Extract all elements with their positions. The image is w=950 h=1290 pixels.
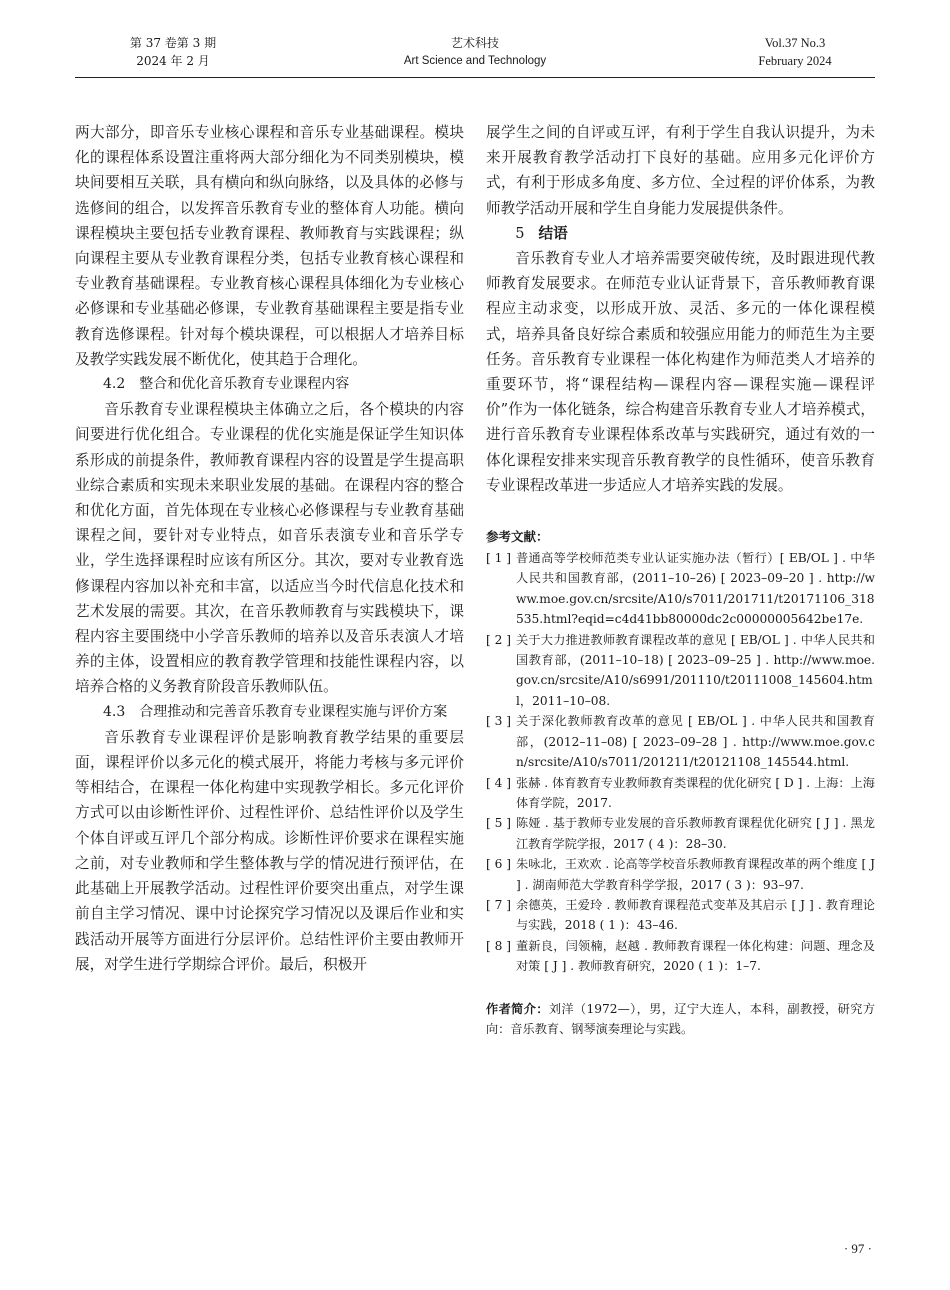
conclusion-paragraph: 音乐教育专业人才培养需要突破传统，及时跟进现代教师教育发展要求。在师范专业认证背景下，音乐教师教育课程应主动求变，以形成开放、灵活、多元的一体化课程模式，培养具备良好综合素质和较强应用能力的师范生为主要任务。音乐教育专业课程一体化构建作为师范类人才培养的重要环节，将“课程结构—课程内容—课程实施—课程评价”作为一体化链条，综合构建音乐教育专业人才培养模式，进行音乐教育专业课程体系改革与实践研究，通过有效的一体化课程安排来实现音乐教育教学的良性循环，使音乐教育专业课程改革进一步适应人才培养实践的发展。 (486, 250, 875, 494)
section-number: 5 (515, 224, 525, 242)
body-paragraph: 音乐教育专业课程评价是影响教育教学结果的重要层面，课程评价以多元化的模式展开，将能力考核与多元评价等相结合，在课程一体化构建中实现教学相长。多元化评价方式可以由诊断性评价、过程性评价、总结性评价以及学生个体自评或互评几个部分构成。诊断性评价要求在课程实施之前，对专业教师和学生整体教与学的情况进行预评估，在此基础上开展教学活动。过程性评价要突出重点，对学生课前自主学习情况、课中讨论探究学习情况以及课后作业和实践活动开展等方面进行分层评价。总结性评价主要由教师开展，对学生进行学期综合评价。最后，积极开 (75, 728, 464, 973)
header-center (325, 34, 625, 70)
author-note (486, 999, 875, 1040)
section-title: 结语 (538, 224, 568, 242)
body-paragraph: 两大部分，即音乐专业核心课程和音乐专业基础课程。模块化的课程体系设置注重将两大部分细化为不同类别模块，模块间要相互关联，具有横向和纵向脉络，以及具体的必修与选修间的组合，以发挥音乐教育专业的整体育人功能。横向课程模块主要包括专业教育课程、教师教育与实践课程；纵向课程主要从专业教育课程分类，包括专业教育核心课程和专业教育基础课程。专业教育核心课程具体细化为专业核心必修课和专业基础必修课，专业教育基础课程主要是指专业教育选修课程。针对每个模块课程，可以根据人才培养目标及教学实践发展不断优化，使其趋于合理化。 (75, 124, 464, 368)
reference-item (486, 773, 875, 814)
reference-item (486, 711, 875, 772)
journal-title-en: Art Science and Technology (403, 55, 547, 67)
reference-item (486, 813, 875, 854)
reference-text: 陈娅 . 基于教师专业发展的音乐教师教育课程优化研究 [ J ] . 黑龙江教育学院学报，2017 ( 4 )：28–30. (516, 816, 875, 851)
reference-item (486, 630, 875, 712)
reference-text: 张赫 . 体育教育专业教师教育类课程的优化研究 [ D ] . 上海：上海体育学院，2017. (516, 775, 875, 810)
reference-number: [ 1 ] (486, 551, 512, 566)
reference-text: 关于大力推进教师教育课程改革的意见 [ EB/OL ] . 中华人民共和国教育部，(2011–10–18) [ 2023–09–25 ] . http://www.moe.gov.cn/srcsite/A10/s6991/201110/t20111008_145604.html，2011–10–08. (516, 632, 875, 708)
reference-item (486, 895, 875, 936)
reference-number: [ 6 ] (486, 857, 512, 872)
reference-text: 余德英，王爱玲 . 教师教育课程范式变革及其启示 [ J ] . 教育理论与实践，2018 ( 1 )：43–46. (516, 897, 875, 933)
reference-text: 董新良，闫领楠，赵越 . 教师教育课程一体化构建：问题、理念及对策 [ J ] . 教师教育研究，2020 ( 1 )：1–7. (516, 938, 875, 974)
references-title: 参考文献： (486, 530, 549, 545)
reference-item (486, 936, 875, 977)
reference-number: [ 7 ] (486, 897, 512, 912)
author-note-text: 刘洋（1972—），男，辽宁大连人，本科，副教授，研究方向：音乐教育、钢琴演奏理论与实践。 (486, 1001, 876, 1036)
reference-text: 普通高等学校师范类专业认证实施办法（暂行）[ EB/OL ] . 中华人民共和国教育部，(2011–10–26) [ 2023–09–20 ] . http://www.moe.gov.cn/srcsite/A10/s7011/201711/t20171106_318535.html?eqid=c4d41bb80000dc2c00000005642be17e. (516, 551, 875, 627)
header-rule (75, 77, 875, 78)
author-note-label: 作者简介： (486, 1001, 549, 1016)
reference-text: 关于深化教师教育改革的意见 [ EB/OL ] . 中华人民共和国教育部，(2012–11–08) [ 2023–09–28 ] . http://www.moe.gov.cn/srcsite/A10/s7011/201211/t20121108_145544.html. (516, 714, 875, 770)
reference-item (486, 854, 875, 895)
reference-list (486, 548, 875, 977)
page-number: · 97 · (843, 1241, 872, 1256)
running-header (75, 34, 875, 80)
journal-title-cn: 艺术科技 (450, 36, 499, 50)
reference-number: [ 5 ] (486, 816, 512, 831)
right-column (486, 120, 875, 1039)
reference-number: [ 8 ] (486, 938, 512, 953)
body-paragraph: 展学生之间的自评或互评，有利于学生自我认识提升，为未来开展教育教学活动打下良好的基础。应用多元化评价方式，有利于形成多角度、多方位、全过程的评价体系，为教师教学活动开展和学生自身能力发展提供条件。 (486, 124, 875, 217)
date-cn: 2024 年 2 月 (136, 54, 210, 68)
volume-issue-cn: 第 37 卷第 3 期 (129, 36, 217, 50)
reference-number: [ 4 ] (486, 775, 512, 790)
section-heading-5 (486, 221, 875, 246)
left-column (75, 120, 464, 977)
section-heading-4-3: 4.3 合理推动和完善音乐教育专业课程实施与评价方案 (103, 703, 448, 720)
header-right (735, 34, 855, 70)
reference-number: [ 2 ] (486, 632, 512, 647)
reference-text: 朱咏北，王欢欢 . 论高等学校音乐教师教育课程改革的两个维度 [ J ] . 湖南师范大学教育科学学报，2017 ( 3 )：93–97. (516, 857, 875, 892)
reference-number: [ 3 ] (486, 714, 512, 729)
body-paragraph: 音乐教育专业课程模块主体确立之后，各个模块的内容间要进行优化组合。专业课程的优化实施是保证学生知识体系形成的前提条件，教师教育课程内容的设置是学生提高职业综合素质和实现未来职业发展的基础。在课程内容的整合和优化方面，首先体现在专业核心必修课程与专业教育基础课程之间，要针对专业特点，如音乐表演专业和音乐学专业，学生选择课程时应该有所区分。其次，要对专业教育选修课程内容加以补充和丰富，以适应当今时代信息化技术和艺术发展的需要。其次，在音乐教师教育与实践模块下，课程内容主要围绕中小学音乐教师的培养以及音乐表演人才培养的主体，设置相应的教育教学管理和技能性课程内容，以培养合格的义务教育阶段音乐教师队伍。 (75, 401, 464, 696)
section-heading-4-2: 4.2 整合和优化音乐教育专业课程内容 (103, 376, 350, 393)
header-left (113, 34, 233, 70)
date-en: February 2024 (758, 54, 832, 68)
reference-item (486, 548, 875, 630)
volume-issue-en: Vol.37 No.3 (764, 36, 826, 50)
